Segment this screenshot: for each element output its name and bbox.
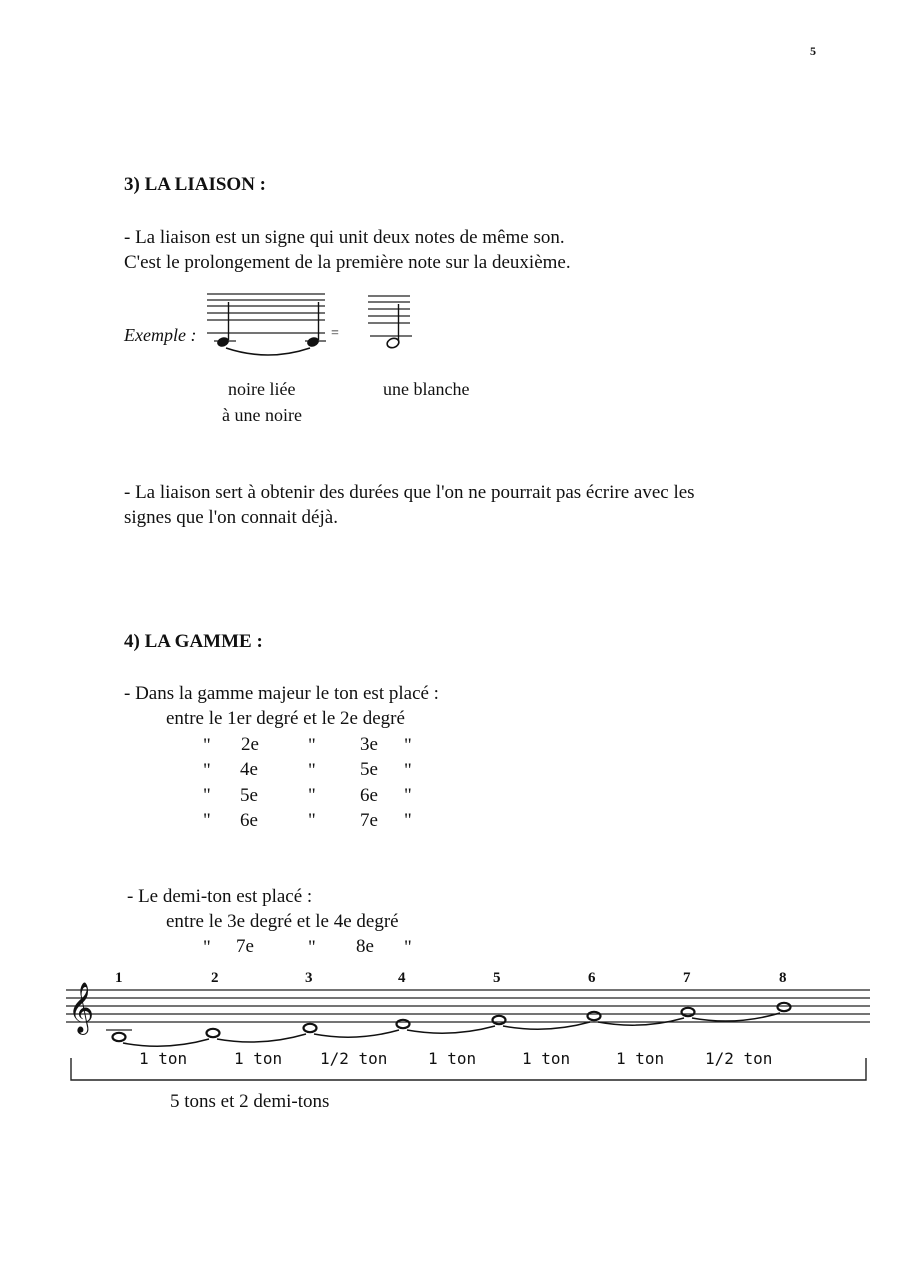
degree-number: 1 <box>115 970 123 986</box>
scale-ties <box>123 1013 780 1046</box>
degree-b: 6e <box>360 785 378 806</box>
degree-number: 6 <box>588 970 596 986</box>
degree-b: 8e <box>356 936 374 957</box>
degree-a: 2e <box>241 734 259 755</box>
whole-note <box>106 1030 132 1041</box>
ton-first-row: entre le 1er degré et le 2e degré <box>166 708 405 729</box>
ditto-mark: " <box>203 785 211 806</box>
degree-number: 2 <box>211 970 219 986</box>
tie-curve <box>123 1039 209 1046</box>
staff-lines <box>66 990 870 1022</box>
tie-curve <box>503 1022 590 1029</box>
degree-number: 5 <box>493 970 501 986</box>
page-number: 5 <box>810 44 816 58</box>
ditto-mark: " <box>203 735 211 756</box>
interval-label: 1/2 ton <box>705 1049 773 1068</box>
whole-note <box>493 1016 506 1024</box>
caption-tied-quarters-2: à une noire <box>222 405 302 425</box>
scale-summary: 5 tons et 2 demi-tons <box>170 1091 330 1112</box>
degree-a: 5e <box>240 785 258 806</box>
whole-note <box>778 1003 791 1011</box>
interval-label: 1 ton <box>139 1049 188 1068</box>
ditto-mark: " <box>308 785 316 806</box>
ditto-mark: " <box>308 810 316 831</box>
ditto-mark: " <box>404 810 412 831</box>
liaison-definition-line1: - La liaison est un signe qui unit deux notes de même son. <box>124 227 565 248</box>
ditto-mark: " <box>308 735 316 756</box>
tie-curve <box>314 1030 399 1037</box>
ditto-mark: " <box>308 760 316 781</box>
demi-ton-intro: - Le demi-ton est placé : <box>127 886 313 907</box>
ditto-mark: " <box>308 937 316 958</box>
degree-a: 6e <box>240 810 258 831</box>
whole-note <box>397 1020 410 1028</box>
liaison-usage-line2: signes que l'on connait déjà. <box>124 507 338 528</box>
degree-b: 3e <box>360 734 378 755</box>
degree-b: 7e <box>360 810 378 831</box>
degree-number: 8 <box>779 970 787 986</box>
ditto-mark: " <box>203 810 211 831</box>
degree-number: 7 <box>683 970 691 986</box>
degree-a: 4e <box>240 759 258 780</box>
caption-tied-quarters-1: noire liée <box>228 379 296 399</box>
interval-label: 1 ton <box>428 1049 477 1068</box>
ditto-mark: " <box>404 785 412 806</box>
ditto-mark: " <box>404 760 412 781</box>
interval-label: 1 ton <box>234 1049 283 1068</box>
example-label: Exemple : <box>124 325 197 345</box>
whole-note <box>588 1012 601 1020</box>
whole-note <box>682 1008 695 1016</box>
interval-label: 1 ton <box>616 1049 665 1068</box>
ditto-mark: " <box>404 937 412 958</box>
degree-b: 5e <box>360 759 378 780</box>
degree-a: 7e <box>236 936 254 957</box>
treble-clef-icon: 𝄞 <box>68 982 95 1033</box>
interval-label: 1 ton <box>522 1049 571 1068</box>
whole-note <box>207 1029 220 1037</box>
degree-number: 3 <box>305 970 313 986</box>
tie-curve <box>217 1034 306 1042</box>
equals-sign: = <box>331 326 339 341</box>
ditto-mark: " <box>203 937 211 958</box>
section-heading-gamme: 4) LA GAMME : <box>124 631 263 652</box>
ton-intro: - Dans la gamme majeur le ton est placé : <box>124 683 439 704</box>
liaison-definition-line2: C'est le prolongement de la première note sur la deuxième. <box>124 252 571 273</box>
caption-half-note: une blanche <box>383 379 470 399</box>
ditto-mark: " <box>203 760 211 781</box>
interval-label: 1/2 ton <box>320 1049 388 1068</box>
tie-curve <box>407 1026 495 1033</box>
ditto-mark: " <box>404 735 412 756</box>
whole-note <box>304 1024 317 1032</box>
section-heading-liaison: 3) LA LIAISON : <box>124 174 266 195</box>
degree-number: 4 <box>398 970 406 986</box>
liaison-usage-line1: - La liaison sert à obtenir des durées que l'on ne pourrait pas écrire avec les <box>124 482 695 503</box>
demi-ton-first-row: entre le 3e degré et le 4e degré <box>166 911 399 932</box>
